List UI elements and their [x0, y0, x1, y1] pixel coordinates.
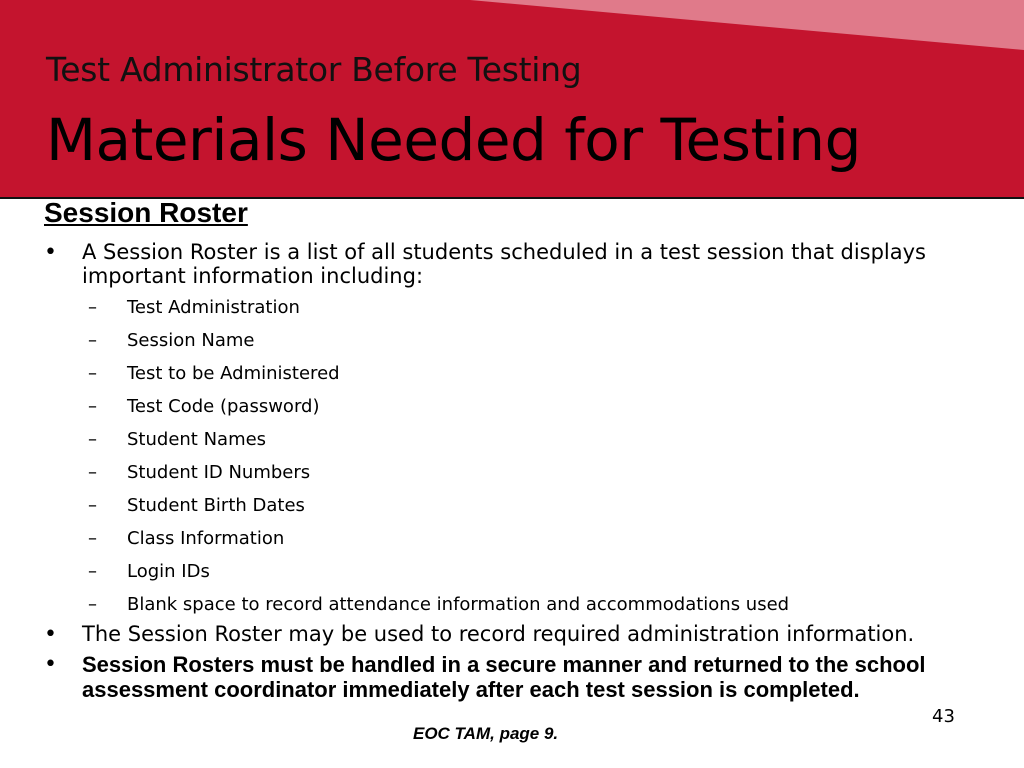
sub-item-text: Test to be Administered	[127, 363, 340, 384]
sub-item-text: Login IDs	[127, 561, 210, 582]
dash-mark: –	[88, 594, 97, 615]
slide-title: Materials Needed for Testing	[46, 106, 861, 174]
dash-mark: –	[88, 363, 97, 384]
dash-mark: –	[88, 495, 97, 516]
bullet-mark: •	[44, 622, 57, 647]
bullet-mark: •	[44, 240, 57, 265]
sub-item-text: Student Birth Dates	[127, 495, 305, 516]
dash-mark: –	[88, 330, 97, 351]
sub-item-text: Class Information	[127, 528, 285, 549]
sub-item-text: Student Names	[127, 429, 267, 450]
bullet-text: The Session Roster may be used to record required administration information.	[82, 622, 915, 646]
bullet-text: A Session Roster is a list of all students scheduled in a test session that displays important information including:	[82, 240, 926, 288]
dash-mark: –	[88, 396, 97, 417]
sub-item-text: Test Code (password)	[127, 396, 320, 417]
section-heading: Session Roster	[44, 197, 248, 228]
bullet-mark: •	[44, 652, 57, 677]
sub-item-text: Student ID Numbers	[127, 462, 311, 483]
dash-mark: –	[88, 561, 97, 582]
dash-mark: –	[88, 462, 97, 483]
bullet-text: Session Rosters must be handled in a secure manner and returned to the school assessment coordinator immediately after each test session is completed.	[82, 652, 926, 702]
dash-mark: –	[88, 297, 97, 318]
dash-mark: –	[88, 528, 97, 549]
slide-subtitle: Test Administrator Before Testing	[46, 50, 582, 89]
sub-item-text: Blank space to record attendance information and accommodations used	[127, 594, 790, 615]
dash-mark: –	[88, 429, 97, 450]
sub-item-text: Test Administration	[127, 297, 300, 318]
page-number: 43	[932, 706, 955, 727]
citation: EOC TAM, page 9.	[413, 724, 559, 743]
sub-item-text: Session Name	[127, 330, 255, 351]
